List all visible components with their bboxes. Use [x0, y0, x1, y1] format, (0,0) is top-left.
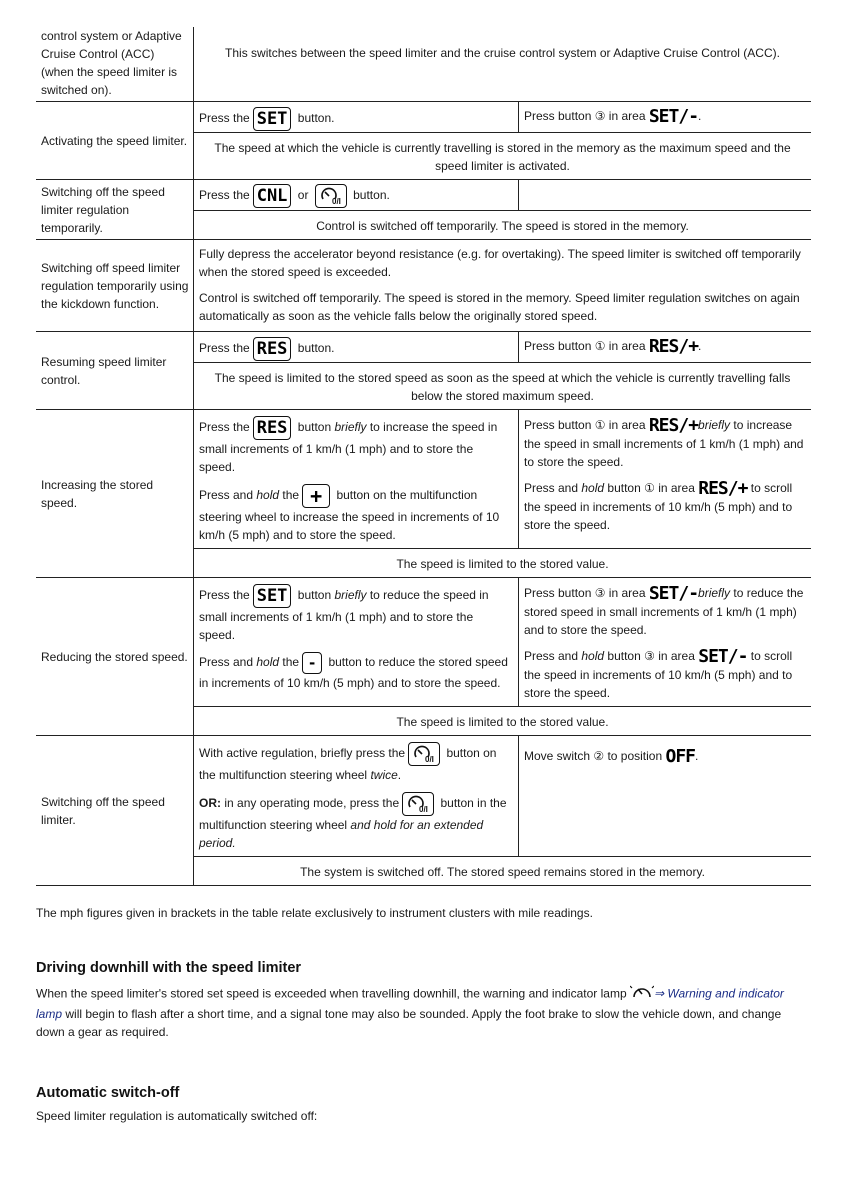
row-description: The speed at which the vehicle is currently travelling is stored in the memory as the maximum speed and the speed limiter is activated. [214, 141, 791, 173]
row-label: control system or Adaptive Cruise Control (ACC) (when the speed limiter is switched on). [36, 27, 194, 102]
res-plus-area-icon: RES/+ [648, 335, 699, 357]
row-label: Resuming speed limiter control. [36, 332, 194, 410]
set-button-icon: SET [253, 107, 292, 131]
section-heading-downhill: Driving downhill with the speed limiter [36, 959, 302, 976]
res-button-cell: Press the RES button. [194, 332, 519, 363]
res-button-icon: RES [253, 337, 292, 361]
res-switch-cell: Press button ① in area RES/+. [519, 332, 812, 363]
svg-text:0/I: 0/I [419, 804, 429, 814]
activate-switch-cell: Press button ③ in area SET/-. [519, 102, 812, 133]
row-label: Switching off the speed limiter regulation temporarily. [36, 180, 194, 240]
switch-off-button-cell: With active regulation, briefly press the 0/I button on the multifunction steering wheel twice. OR: in any operating mode, press the 0/I button in the multifunction steering wheel and hold for an extended period. [194, 736, 519, 857]
res-button-icon: RES [253, 416, 292, 440]
mph-note: The mph figures given in brackets in the table relate exclusively to instrument clusters with mile readings. [36, 905, 593, 920]
warning-lamp-link[interactable]: ⇒ Warning and indicator lamp [36, 986, 784, 1021]
speed-limiter-warning-lamp-icon [630, 984, 654, 1005]
increase-switch-cell: Press button ① in area RES/+briefly to increase the speed in small increments of 1 km/h (1 mph) and to store the speed. Press and hold button ① in area RES/+ to scroll the speed in increments of 10 km/h (5 mph) and to store the speed. [524, 414, 804, 532]
set-minus-area-icon: SET/- [648, 105, 699, 127]
row-switching-off [36, 735, 811, 885]
off-switch-cell: Move switch ② to position OFF. [524, 745, 699, 767]
set-button-icon: SET [253, 584, 292, 608]
downhill-paragraph: When the speed limiter's stored set speed is exceeded when travelling downhill, the warning and indicator lamp ⇒ Warning and indicator lamp will begin to flash after a short time, and a signal tone may also be sounded. Apply the foot brake to slow the vehicle down, and change down a gear as required. [36, 984, 812, 1041]
row-label: Reducing the stored speed. [36, 578, 194, 736]
row-switch-mode [36, 27, 811, 102]
row-reducing [36, 578, 811, 736]
row-activating [36, 102, 811, 180]
off-area-icon: OFF [665, 745, 696, 767]
manual-page [36, 0, 812, 1123]
svg-text:0/I: 0/I [425, 754, 434, 764]
cnl-button-icon: CNL [253, 184, 292, 208]
row-label: Activating the speed limiter. [36, 102, 194, 180]
row-switch-off-temporarily [36, 180, 811, 240]
section-heading-auto-switch-off: Automatic switch-off [36, 1084, 180, 1101]
row-kickdown [36, 240, 811, 332]
kickdown-paragraph-1: Fully depress the accelerator beyond resistance (e.g. for overtaking). The speed limiter is switched off temporarily when the stored speed is exceeded. [199, 247, 801, 279]
activate-button-cell: Press the SET button. [194, 102, 519, 133]
plus-button-icon: + [302, 484, 330, 508]
reduce-brief-cell: Press the SET button briefly to reduce the speed in small increments of 1 km/h (1 mph) and to store the speed. Press and hold the - button to reduce the stored speed in increments of 10 km/h (5 mph) and to store the speed. [194, 578, 519, 706]
increase-brief-cell: Press the RES button briefly to increase the speed in small increments of 1 km/h (1 mph) and to store the speed. Press and hold the + button on the multifunction steering wheel to increase the speed in increments of 10 km/h (5 mph) and to store the speed. [194, 410, 519, 549]
row-label: Increasing the stored speed. [36, 410, 194, 578]
speed-limiter-button-icon [408, 742, 440, 766]
auto-switch-off-paragraph: Speed limiter regulation is automatically switched off: [36, 1108, 318, 1123]
speed-limiter-table [36, 27, 811, 886]
svg-text:0/I: 0/I [331, 197, 341, 206]
minus-button-icon: - [302, 652, 322, 674]
kickdown-paragraph-2: Control is switched off temporarily. The speed is stored in the memory. Speed limiter regulation switches on again automatically as soon as the vehicle falls below the originally stored speed. [199, 291, 800, 323]
row-description: This switches between the speed limiter and the cruise control system or Adaptive Cruise Control (ACC). [225, 46, 780, 60]
cnl-button-cell: Press the CNL or 0/I button. [194, 180, 519, 211]
row-resuming [36, 332, 811, 410]
set-minus-area-icon: SET/- [648, 582, 699, 604]
set-minus-area-icon: SET/- [698, 645, 748, 667]
speed-limiter-button-icon [315, 184, 347, 208]
row-label: Switching off speed limiter regulation temporarily using the kickdown function. [36, 240, 194, 332]
res-plus-area-icon: RES/+ [648, 414, 699, 436]
row-description: The speed is limited to the stored value. [194, 706, 811, 735]
res-plus-area-icon: RES/+ [698, 477, 748, 499]
row-label: Switching off the speed limiter. [36, 735, 194, 885]
speed-limiter-button-icon [402, 792, 434, 816]
row-description: The speed is limited to the stored speed as soon as the speed at which the vehicle is currently travelling falls below the stored maximum speed. [214, 371, 791, 403]
row-description: Control is switched off temporarily. The speed is stored in the memory. [316, 219, 689, 233]
row-increasing [36, 410, 811, 578]
row-description: The speed is limited to the stored value. [194, 549, 811, 578]
row-description: The system is switched off. The stored speed remains stored in the memory. [194, 856, 811, 885]
reduce-switch-cell: Press button ③ in area SET/-briefly to reduce the stored speed in small increments of 1 km/h (1 mph) and to store the speed. Press and hold button ③ in area SET/- to scroll the speed in increments of 10 km/h (5 mph) and to store the speed. [524, 582, 804, 700]
